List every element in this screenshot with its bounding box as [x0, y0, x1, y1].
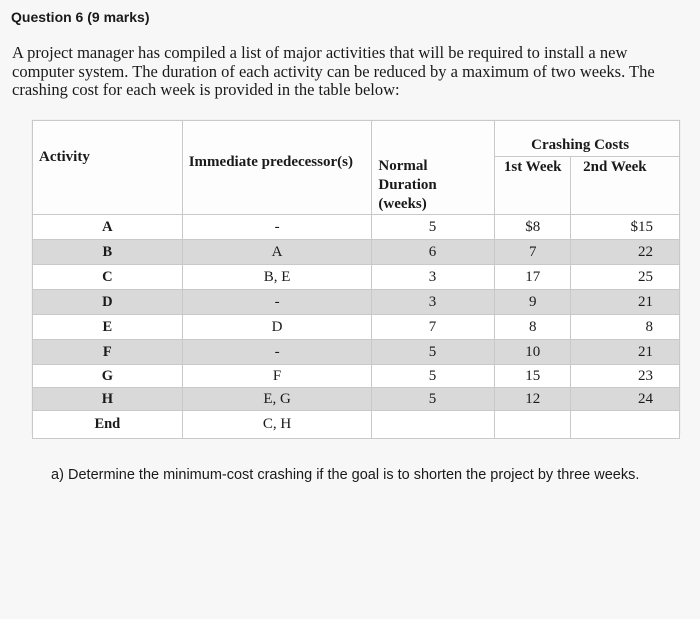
question-text: Determine the minimum-cost crashing if the goal is to shorten the project by three weeks. — [68, 467, 640, 483]
cell-week2-cost: 8 — [571, 315, 680, 340]
header-duration-line1: Normal — [378, 158, 428, 174]
question-label: a) — [51, 467, 64, 483]
header-duration — [372, 121, 495, 215]
table-row — [33, 365, 680, 388]
cell-duration: 6 — [372, 240, 495, 265]
table-row — [33, 265, 680, 290]
header-crashing-costs: Crashing Costs — [495, 121, 680, 157]
cell-week1-cost: 15 — [495, 365, 571, 388]
cell-duration: 5 — [372, 215, 495, 240]
header-activity: Activity — [33, 121, 183, 215]
intro-paragraph — [12, 44, 694, 100]
cell-activity: G — [33, 365, 183, 388]
cell-activity: A — [33, 215, 183, 240]
cell-predecessor: E, G — [182, 388, 372, 411]
cell-predecessor: B, E — [182, 265, 372, 290]
header-week2: 2nd Week — [571, 156, 680, 215]
table-row — [33, 388, 680, 411]
cell-predecessor: C, H — [182, 411, 372, 439]
cell-duration: 3 — [372, 265, 495, 290]
cell-activity: B — [33, 240, 183, 265]
cell-week1-cost: 8 — [495, 315, 571, 340]
cell-activity: H — [33, 388, 183, 411]
intro-line: computer system. The duration of each activity can be reduced by a maximum of two weeks. The — [12, 61, 655, 81]
cell-week1-cost: 10 — [495, 340, 571, 365]
cell-duration: 5 — [372, 340, 495, 365]
question-part-a — [51, 466, 651, 485]
cell-predecessor: A — [182, 240, 372, 265]
cell-predecessor: F — [182, 365, 372, 388]
cell-week2-cost: 25 — [571, 265, 680, 290]
table-row — [33, 340, 680, 365]
table-row — [33, 315, 680, 340]
cell-week2-cost: 23 — [571, 365, 680, 388]
intro-line: crashing cost for each week is provided in the table below: — [12, 80, 400, 99]
cell-activity: E — [33, 315, 183, 340]
cell-duration: 5 — [372, 388, 495, 411]
cell-week2-cost — [571, 411, 680, 439]
cell-activity: D — [33, 290, 183, 315]
activity-table — [32, 120, 680, 439]
cell-activity: F — [33, 340, 183, 365]
cell-duration: 3 — [372, 290, 495, 315]
cell-week2-cost: 24 — [571, 388, 680, 411]
cell-predecessor: D — [182, 315, 372, 340]
table-row — [33, 240, 680, 265]
header-duration-line2: Duration (weeks) — [378, 177, 437, 212]
intro-line: A project manager has compiled a list of major activities that will be required to install a new — [12, 43, 628, 62]
cell-predecessor: - — [182, 215, 372, 240]
activity-table-container — [32, 120, 680, 434]
cell-week1-cost: 9 — [495, 290, 571, 315]
cell-week2-cost: 22 — [571, 240, 680, 265]
cell-duration: 5 — [372, 365, 495, 388]
question-heading: Question 6 (9 marks) — [11, 9, 150, 25]
cell-week1-cost: $8 — [495, 215, 571, 240]
cell-week2-cost: $15 — [571, 215, 680, 240]
cell-activity: End — [33, 411, 183, 439]
cell-activity: C — [33, 265, 183, 290]
table-row — [33, 290, 680, 315]
cell-duration: 7 — [372, 315, 495, 340]
cell-week1-cost: 12 — [495, 388, 571, 411]
cell-predecessor: - — [182, 290, 372, 315]
cell-week1-cost — [495, 411, 571, 439]
cell-week2-cost: 21 — [571, 340, 680, 365]
cell-duration — [372, 411, 495, 439]
header-week1: 1st Week — [495, 156, 571, 215]
table-row — [33, 215, 680, 240]
table-row — [33, 411, 680, 439]
cell-predecessor: - — [182, 340, 372, 365]
cell-week1-cost: 7 — [495, 240, 571, 265]
header-predecessor: Immediate predecessor(s) — [182, 121, 372, 215]
cell-week1-cost: 17 — [495, 265, 571, 290]
cell-week2-cost: 21 — [571, 290, 680, 315]
